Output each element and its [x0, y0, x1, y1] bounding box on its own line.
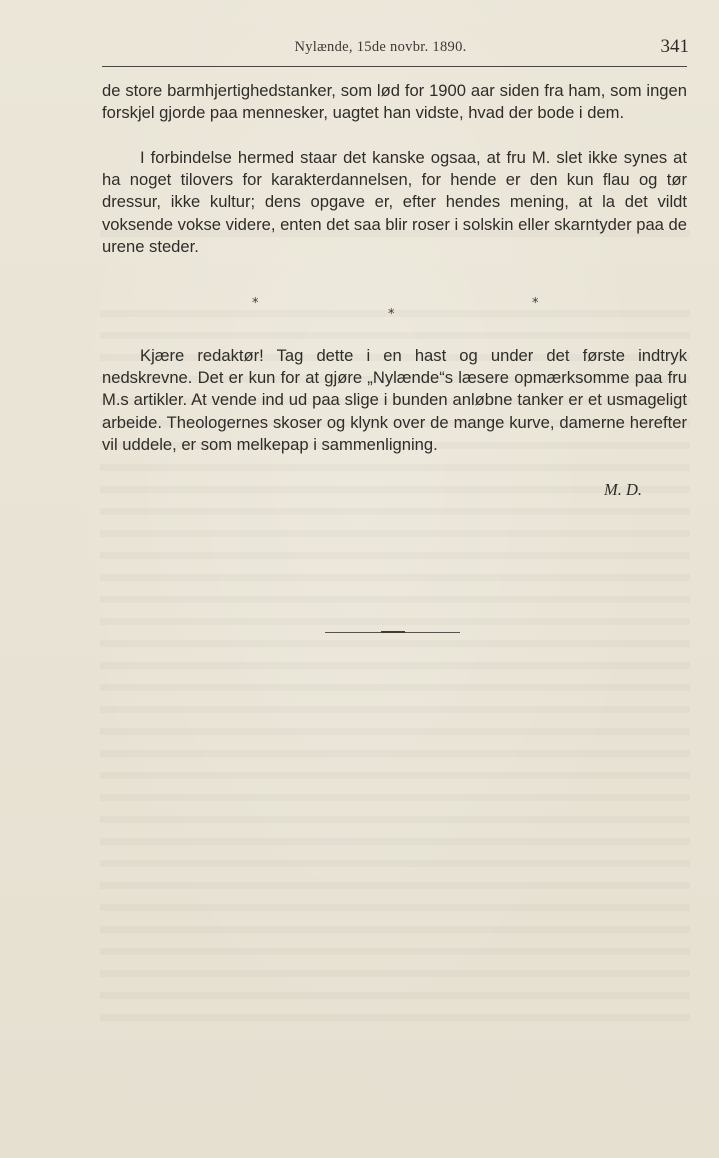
asterisk-separator-center: * [388, 307, 395, 322]
signature: M. D. [604, 480, 643, 499]
header-rule [102, 66, 687, 67]
paragraph-letter: Kjære redaktør! Tag dette i en hast og under det første indtryk nedskrevne. Det er kun for at gjøre „Nylænde“s læsere opmærksomme paa fru M.s artikler. At vende ind ud paa slige i bunden anløbne tanker er et usmageligt arbeide. Theologernes skoser og klynk over de mange kurve, damerne herefter vil uddele, er som melkepap i sammenligning. [102, 346, 687, 454]
asterisk-separator-right: * [532, 296, 539, 311]
page-number: 341 [660, 36, 689, 57]
end-rule [325, 632, 460, 633]
running-head: Nylænde, 15de novbr. 1890. [294, 39, 467, 55]
page-header [102, 36, 689, 66]
paragraph-1: de store barmhjertighedstanker, som lød for 1900 aar siden fra ham, som ingen forskjel gjorde paa mennesker, uagtet han vidste, hvad der bode i dem. [102, 81, 687, 123]
paragraph-2: I forbindelse hermed staar det kanske ogsaa, at fru M. slet ikke synes at ha noget tilovers for karakterdannelsen, for hende er den kun flau og tør dressur, ikke kultur; dens opgave er, efter hendes mening, at la det vildt voksende vokse videre, enten det saa blir roser i solskin eller skarntyder paa de urene steder. [102, 148, 687, 256]
asterisk-separator-left: * [252, 296, 259, 311]
reverse-side-show-through [100, 215, 690, 1045]
